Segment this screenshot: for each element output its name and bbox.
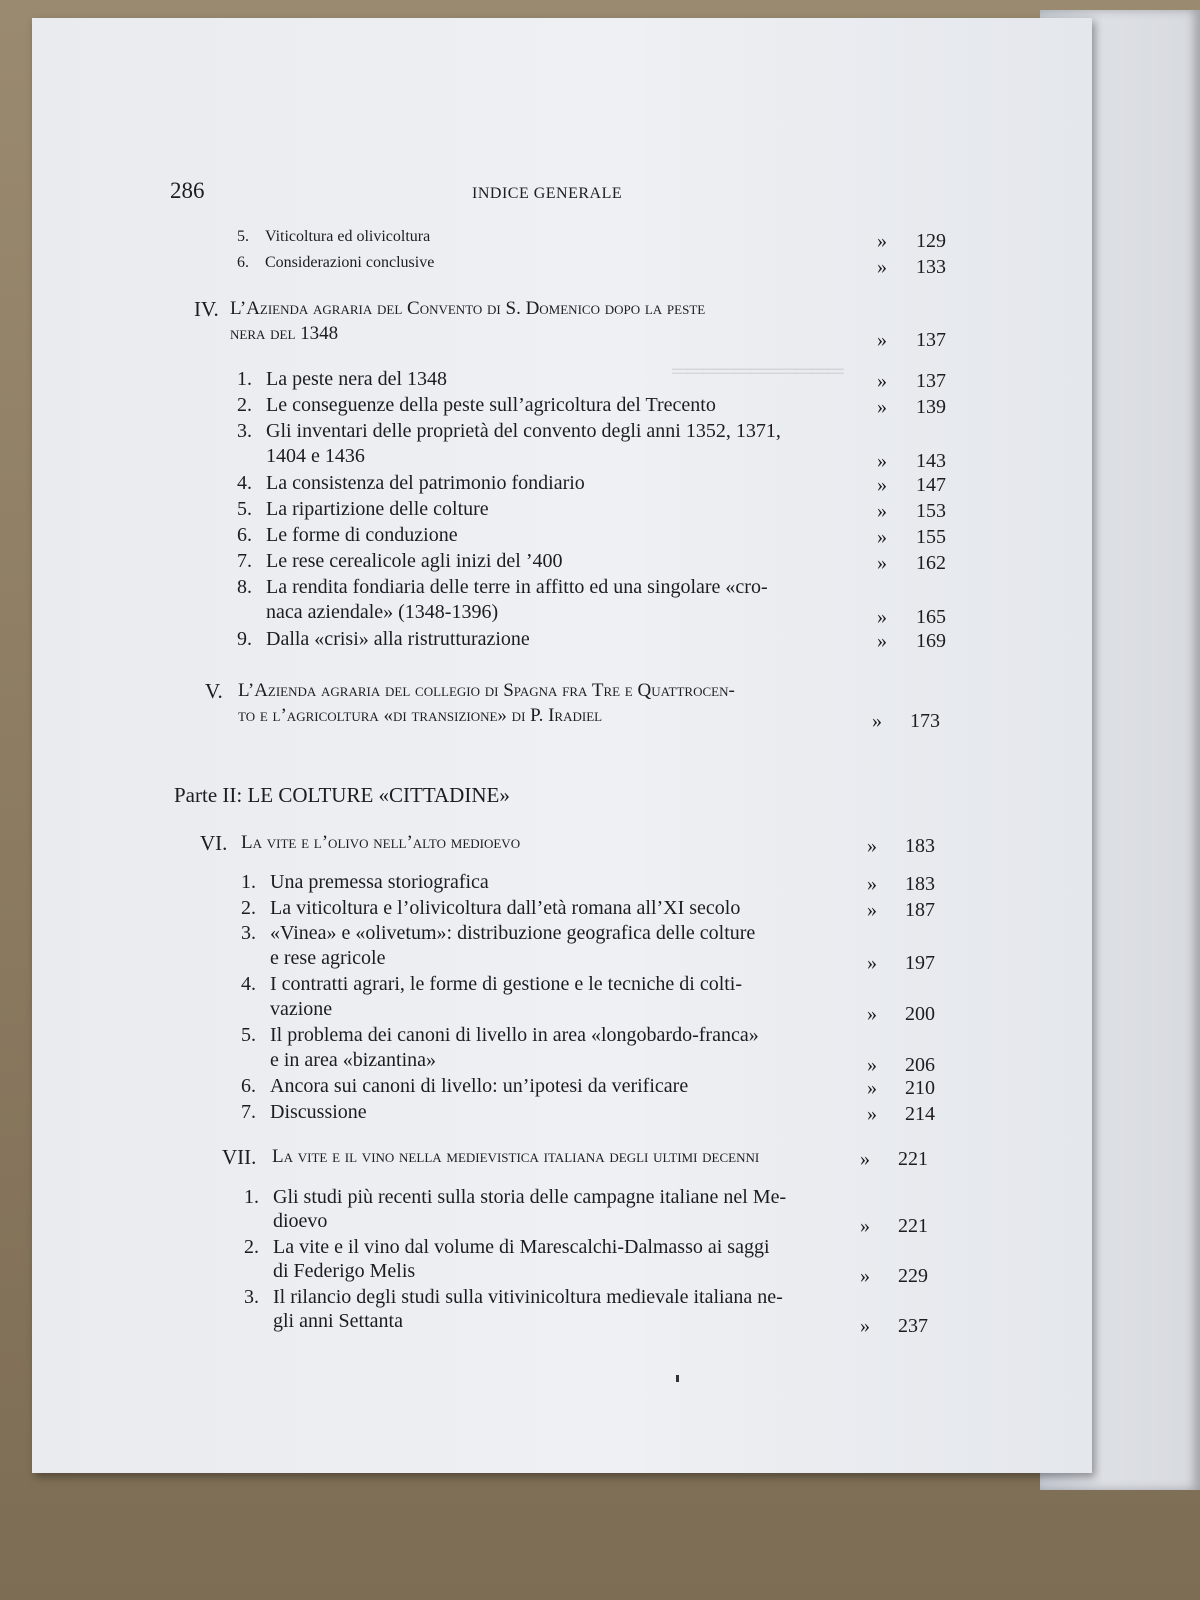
- entry-page: 214: [905, 1102, 935, 1125]
- guillemet-separator: »: [867, 873, 877, 895]
- entry-page: 155: [916, 526, 946, 548]
- entry-title-line: Il rilancio degli studi sulla vitivinicoltura medievale italiana ne-: [273, 1286, 783, 1308]
- entry-page: 162: [916, 552, 946, 574]
- entry-page: 129: [916, 230, 946, 252]
- entry-page: 187: [905, 898, 935, 921]
- entry-page: 200: [905, 1002, 935, 1025]
- entry-title: Viticoltura ed olivicoltura: [265, 228, 431, 245]
- entry-title-line: e in area «bizantina»: [270, 1048, 437, 1071]
- book-page: [32, 18, 1092, 1473]
- entry-title-line: gli anni Settanta: [273, 1310, 403, 1332]
- entry-number: 6.: [237, 254, 249, 271]
- entry-title-line: La rendita fondiaria delle terre in affitto ed una singolare «cro-: [266, 576, 768, 598]
- guillemet-separator: »: [877, 630, 887, 652]
- guillemet-separator: »: [860, 1148, 870, 1170]
- guillemet-separator: »: [877, 552, 887, 574]
- entry-number: 8.: [237, 576, 252, 598]
- guillemet-separator: »: [860, 1315, 870, 1337]
- guillemet-separator: »: [867, 1102, 877, 1125]
- entry-page: 221: [898, 1148, 928, 1170]
- entry-title-line: La peste nera del 1348: [266, 368, 448, 390]
- entry-page: 153: [916, 500, 946, 522]
- entry-title-line: e rese agricole: [270, 946, 386, 969]
- entry-title-line: «Vinea» e «olivetum»: distribuzione geografica delle colture: [270, 922, 756, 944]
- entry-title-line: Le rese cerealicole agli inizi del ’400: [266, 550, 563, 572]
- entry-title-line: Gli inventari delle proprietà del convento degli anni 1352, 1371,: [266, 420, 781, 442]
- entry-page: 229: [898, 1265, 928, 1287]
- entry-page: 206: [905, 1053, 935, 1076]
- printer-mark: [676, 1375, 679, 1382]
- entry-number: 1.: [241, 871, 256, 893]
- chapter-title-line: to e l’agricoltura «di transizione» di P. Iradiel: [238, 705, 603, 726]
- entry-number: 6.: [237, 524, 252, 546]
- entry-number: 4.: [237, 472, 252, 494]
- entry-number: 5.: [237, 228, 249, 245]
- guillemet-separator: »: [877, 474, 887, 496]
- entry-page: 183: [905, 835, 935, 857]
- entry-title-line: vazione: [270, 997, 333, 1020]
- entry-number: 5.: [237, 498, 252, 520]
- entry-title-line: Una premessa storiografica: [270, 871, 489, 893]
- guillemet-separator: »: [860, 1215, 870, 1237]
- entry-number: 3.: [241, 922, 256, 944]
- entry-number: 7.: [237, 550, 252, 572]
- chapter-title-line: La vite e l’olivo nell’alto medioevo: [241, 832, 521, 853]
- entry-page: 169: [916, 630, 946, 652]
- entry-title-line: I contratti agrari, le forme di gestione e le tecniche di colti-: [270, 973, 743, 995]
- entry-number: 1.: [237, 368, 252, 390]
- entry-title-line: dioevo: [273, 1210, 328, 1232]
- entry-number: 2.: [237, 394, 252, 416]
- guillemet-separator: »: [867, 1077, 877, 1099]
- entry-page: 210: [905, 1077, 935, 1099]
- entry-title-line: Il problema dei canoni di livello in area «longobardo-franca»: [270, 1024, 759, 1046]
- entry-number: 6.: [241, 1075, 256, 1097]
- bleed-through-text: ═══════════: [672, 358, 844, 383]
- entry-number: 2.: [241, 896, 256, 919]
- entry-title-line: Dalla «crisi» alla ristrutturazione: [266, 628, 530, 650]
- running-header: INDICE GENERALE: [472, 185, 623, 202]
- entry-number: 4.: [241, 973, 256, 995]
- entry-title-line: La consistenza del patrimonio fondiario: [266, 472, 585, 494]
- guillemet-separator: »: [867, 898, 877, 921]
- chapter-title-line: L’Azienda agraria del Convento di S. Domenico dopo la peste: [230, 298, 706, 319]
- entry-page: 137: [916, 329, 946, 351]
- entry-page: 147: [916, 474, 946, 496]
- entry-title-line: di Federigo Melis: [273, 1260, 416, 1282]
- entry-title-line: La ripartizione delle colture: [266, 498, 489, 520]
- guillemet-separator: »: [877, 526, 887, 548]
- guillemet-separator: »: [877, 396, 887, 418]
- chapter-number: V.: [205, 679, 223, 703]
- guillemet-separator: »: [867, 951, 877, 974]
- entry-title: Considerazioni conclusive: [265, 254, 435, 271]
- entry-title-line: Le conseguenze della peste sull’agricoltura del Trecento: [266, 394, 716, 416]
- entry-page: 133: [916, 256, 946, 278]
- entry-title-line: Discussione: [270, 1100, 367, 1123]
- entry-page: 173: [910, 710, 940, 732]
- chapter-title-line: nera del 1348: [230, 323, 339, 344]
- guillemet-separator: »: [877, 370, 887, 392]
- guillemet-separator: »: [877, 230, 887, 252]
- entry-number: 3.: [237, 420, 252, 442]
- guillemet-separator: »: [860, 1265, 870, 1287]
- entry-page: 197: [905, 951, 935, 974]
- chapter-number: VI.: [200, 831, 228, 855]
- guillemet-separator: »: [877, 606, 887, 628]
- page-content: [32, 18, 1092, 1473]
- chapter-title-line: L’Azienda agraria del collegio di Spagna fra Tre e Quattrocen-: [238, 680, 735, 701]
- chapter-title-line: La vite e il vino nella medievistica italiana degli ultimi decenni: [272, 1146, 760, 1167]
- chapter-number: IV.: [194, 297, 219, 321]
- entry-page: 183: [905, 873, 935, 895]
- entry-title-line: naca aziendale» (1348-1396): [266, 601, 499, 623]
- entry-page: 137: [916, 370, 946, 392]
- guillemet-separator: »: [877, 450, 887, 472]
- part-title: Parte II: LE COLTURE «CITTADINE»: [174, 783, 510, 807]
- entry-number: 3.: [244, 1286, 259, 1308]
- entry-title-line: La viticoltura e l’olivicoltura dall’età romana all’XI secolo: [270, 896, 741, 919]
- entry-title-line: 1404 e 1436: [266, 445, 365, 467]
- entry-number: 1.: [244, 1186, 259, 1208]
- entry-title-line: La vite e il vino dal volume di Marescalchi-Dalmasso ai saggi: [273, 1236, 770, 1258]
- guillemet-separator: »: [867, 835, 877, 857]
- guillemet-separator: »: [867, 1053, 877, 1076]
- guillemet-separator: »: [867, 1002, 877, 1025]
- entry-page: 139: [916, 396, 946, 418]
- entry-title-line: Gli studi più recenti sulla storia delle campagne italiane nel Me-: [273, 1186, 787, 1208]
- entry-title-line: Ancora sui canoni di livello: un’ipotesi da verificare: [270, 1075, 689, 1097]
- entry-number: 9.: [237, 628, 252, 650]
- entry-page: 221: [898, 1215, 928, 1237]
- entry-number: 5.: [241, 1024, 256, 1046]
- chapter-number: VII.: [222, 1145, 257, 1169]
- entry-number: 7.: [241, 1100, 256, 1123]
- guillemet-separator: »: [872, 710, 882, 732]
- entry-number: 2.: [244, 1236, 259, 1258]
- entry-title-line: Le forme di conduzione: [266, 524, 458, 546]
- entry-page: 237: [898, 1315, 928, 1337]
- guillemet-separator: »: [877, 256, 887, 278]
- entry-page: 165: [916, 606, 946, 628]
- guillemet-separator: »: [877, 329, 887, 351]
- entry-page: 143: [916, 450, 946, 472]
- page-number: 286: [170, 178, 205, 203]
- guillemet-separator: »: [877, 500, 887, 522]
